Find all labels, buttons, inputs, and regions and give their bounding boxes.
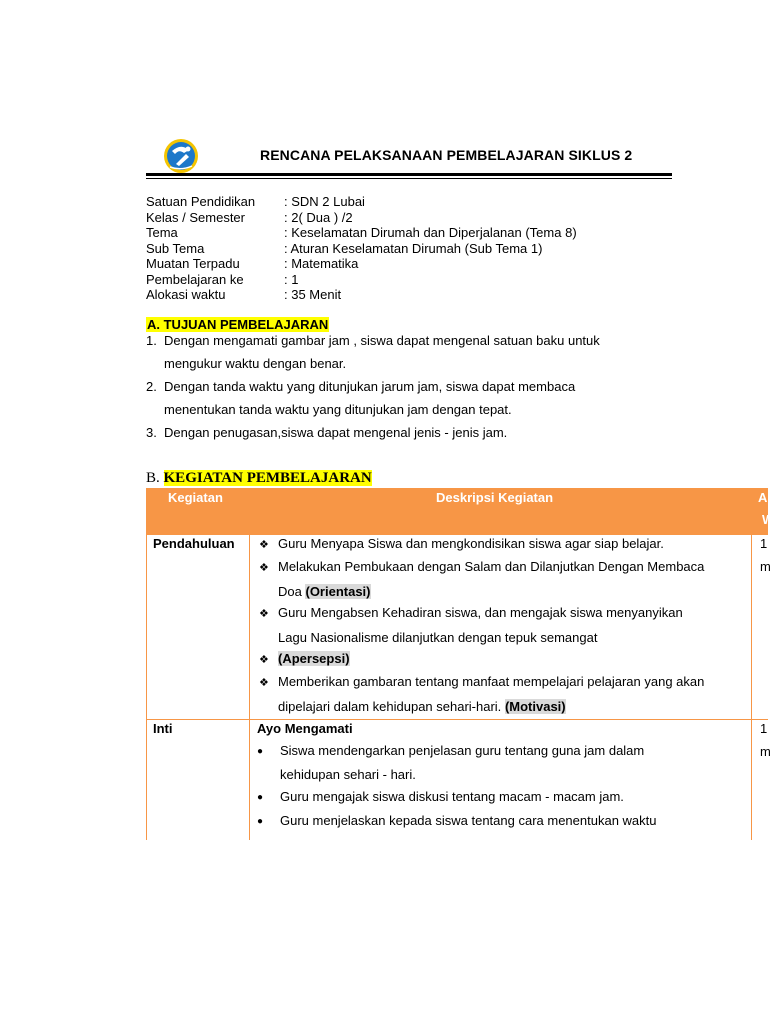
diamond-bullet-icon: ❖ xyxy=(259,608,269,620)
section-b-title xyxy=(146,470,372,487)
item-text: Memberikan gambaran tentang manfaat mempelajari pelajaran yang akan xyxy=(278,674,705,689)
stage-tag: (Apersepsi) xyxy=(278,651,350,666)
info-value: : 2( Dua ) /2 xyxy=(284,209,353,225)
bullet-icon: ● xyxy=(257,816,264,827)
info-row xyxy=(146,287,577,303)
info-row xyxy=(146,194,577,210)
tut-wuri-handayani-logo xyxy=(162,137,200,175)
objective-number: 2. xyxy=(146,379,157,394)
diamond-bullet-icon: ❖ xyxy=(259,677,269,689)
column-header-waktu: W xyxy=(762,512,774,527)
list-item xyxy=(259,601,745,649)
diamond-bullet-icon: ❖ xyxy=(259,539,269,551)
objective-text: Dengan mengamati gambar jam , siswa dapat mengenal satuan baku untuk xyxy=(164,333,600,348)
info-key: Satuan Pendidikan xyxy=(146,194,256,209)
objective-text: Dengan penugasan,siswa dapat mengenal jenis - jenis jam. xyxy=(164,425,508,440)
info-value: : Matematika xyxy=(284,256,359,271)
info-value: : 1 xyxy=(284,271,299,287)
objective-text-cont: mengukur waktu dengan benar. xyxy=(164,356,347,371)
item-text-cont: kehidupan sehari - hari. xyxy=(280,767,416,782)
column-header-deskripsi: Deskripsi Kegiatan xyxy=(436,490,554,505)
row-label-inti: Inti xyxy=(153,721,173,736)
objective-item xyxy=(146,329,658,375)
list-item xyxy=(259,647,745,672)
info-value: : Keselamatan Dirumah dan Diperjalanan (Tema 8) xyxy=(284,225,577,240)
table-row-divider xyxy=(146,719,768,720)
stage-tag: (Motivasi) xyxy=(504,699,566,714)
info-value: : Aturan Keselamatan Dirumah (Sub Tema 1) xyxy=(284,240,543,256)
time-allocation: 1 xyxy=(760,536,768,551)
objective-text-cont: menentukan tanda waktu yang ditunjukan jam dengan tepat. xyxy=(164,402,512,417)
objective-number: 3. xyxy=(146,425,157,440)
bullet-icon: ● xyxy=(257,746,264,757)
diamond-bullet-icon: ❖ xyxy=(259,562,269,574)
info-row xyxy=(146,225,577,241)
item-text: Siswa mendengarkan penjelasan guru tentang guna jam dalam xyxy=(280,743,645,758)
table-border-col2 xyxy=(751,534,752,840)
info-value: : 35 Menit xyxy=(284,287,342,302)
item-text: Guru Mengabsen Kehadiran siswa, dan mengajak siswa menyanyikan xyxy=(278,605,683,620)
identity-info xyxy=(146,194,577,303)
column-header-alokasi: A xyxy=(758,490,768,505)
time-allocation-unit: m xyxy=(760,559,771,574)
time-allocation: 1 xyxy=(760,721,768,736)
time-allocation-unit: m xyxy=(760,744,771,759)
table-header xyxy=(146,488,774,534)
info-row xyxy=(146,241,577,257)
item-text: Guru mengajak siswa diskusi tentang macam - macam jam. xyxy=(280,789,624,804)
info-row xyxy=(146,272,577,288)
subheading-ayo-mengamati: Ayo Mengamati xyxy=(257,721,353,736)
title-rule xyxy=(146,173,672,176)
item-text: Melakukan Pembukaan dengan Salam dan Dilanjutkan Dengan Membaca xyxy=(278,559,705,574)
list-item xyxy=(259,532,745,557)
objective-item xyxy=(146,421,658,444)
row-label-pendahuluan: Pendahuluan xyxy=(153,536,235,551)
section-b-prefix: B. xyxy=(146,470,160,486)
title-rule-thin xyxy=(146,178,672,179)
list-item xyxy=(257,785,717,809)
item-text: Guru Menyapa Siswa dan mengkondisikan siswa agar siap belajar. xyxy=(278,536,664,551)
info-key: Sub Tema xyxy=(146,240,205,256)
list-item xyxy=(257,739,717,786)
info-value: : SDN 2 Lubai xyxy=(284,194,365,209)
list-item xyxy=(259,670,745,718)
item-text-cont: Lagu Nasionalisme dilanjutkan dengan tepuk semangat xyxy=(278,630,598,645)
item-text-cont: Doa xyxy=(278,584,302,599)
info-row xyxy=(146,210,577,226)
info-key: Alokasi waktu xyxy=(146,287,226,302)
bullet-icon: ● xyxy=(257,792,264,803)
objective-text: Dengan tanda waktu yang ditunjukan jarum jam, siswa dapat membaca xyxy=(164,379,576,394)
list-item xyxy=(259,555,745,603)
info-key: Pembelajaran ke xyxy=(146,271,244,287)
section-a-title: A. TUJUAN PEMBELAJARAN xyxy=(147,317,329,332)
list-item xyxy=(257,809,717,833)
page-title: RENCANA PELAKSANAAN PEMBELAJARAN SIKLUS 2 xyxy=(260,147,633,163)
objective-item xyxy=(146,375,658,421)
table-border-left xyxy=(146,534,147,840)
column-header-kegiatan: Kegiatan xyxy=(168,490,223,505)
diamond-bullet-icon: ❖ xyxy=(259,654,269,666)
info-key: Kelas / Semester xyxy=(146,209,245,225)
table-border-col1 xyxy=(249,534,250,840)
stage-tag: (Orientasi) xyxy=(305,584,371,599)
info-key: Muatan Terpadu xyxy=(146,256,240,271)
info-key: Tema xyxy=(146,225,178,240)
section-b-heading: KEGIATAN PEMBELAJARAN xyxy=(163,470,372,486)
objective-number: 1. xyxy=(146,333,157,348)
item-text: Guru menjelaskan kepada siswa tentang cara menentukan waktu xyxy=(280,813,657,828)
item-text-cont: dipelajari dalam kehidupan sehari-hari. xyxy=(278,699,502,714)
info-row xyxy=(146,256,577,272)
